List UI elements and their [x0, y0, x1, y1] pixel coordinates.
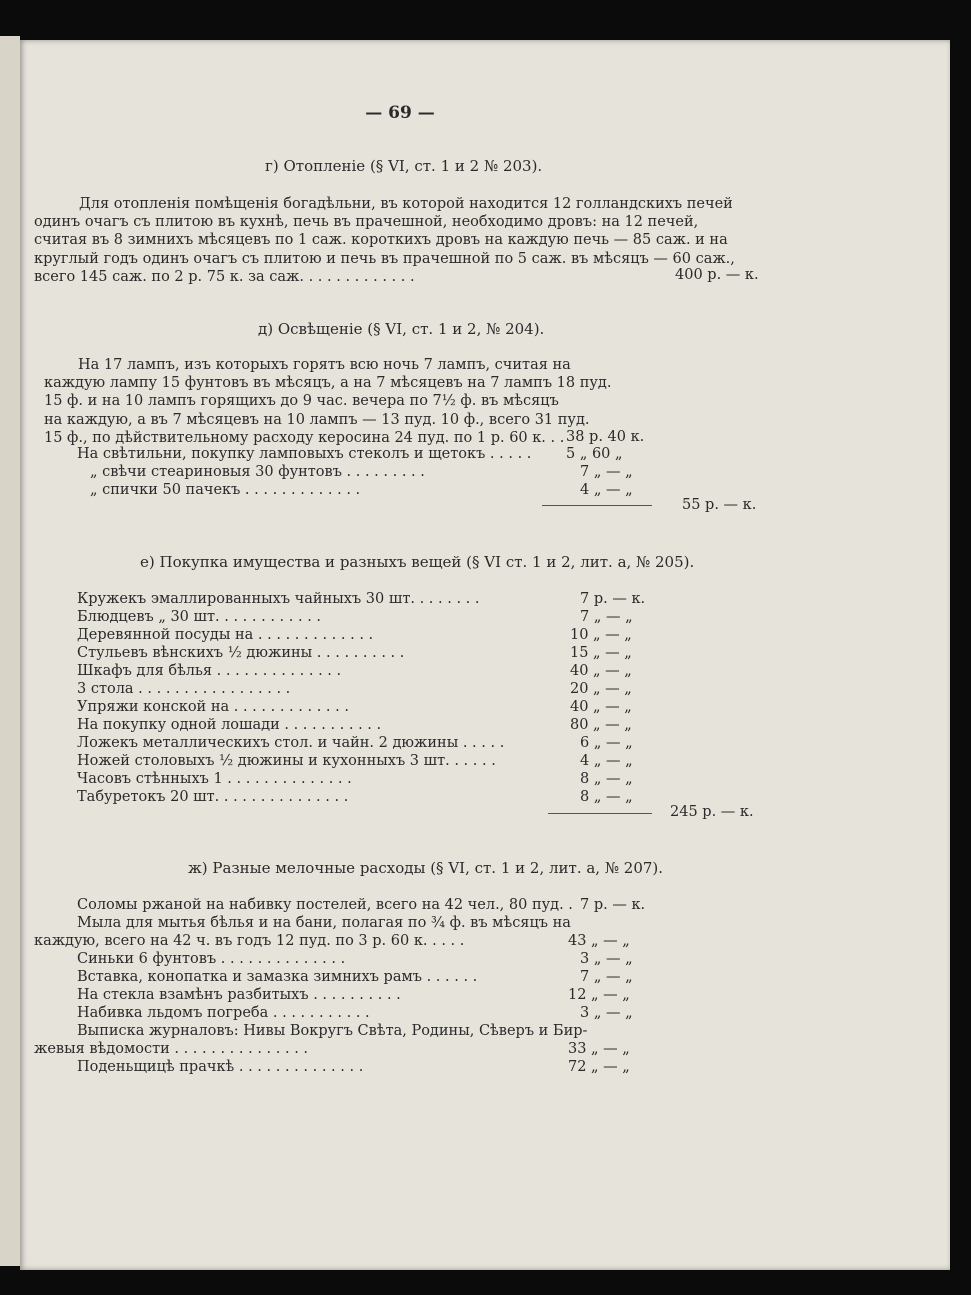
item-label: Шкафъ для бѣлья . . . . . . . . . . . . . . — [77, 663, 342, 679]
misc-item-row — [0, 951, 971, 969]
item-label: каждую, всего на 42 ч. въ годъ 12 пуд. по 3 р. 60 к. . . . . — [34, 933, 465, 949]
journals-line: Выписка журналовъ: Нивы Вокругъ Свѣта, Родины, Сѣверъ и Бир- — [77, 1023, 588, 1039]
item-amount: 3 „ — „ — [580, 1005, 633, 1021]
page-number: — 69 — — [365, 103, 435, 123]
item-amount: 12 „ — „ — [568, 987, 630, 1003]
item-amount: 6 „ — „ — [580, 735, 633, 751]
item-amount: 3 „ — „ — [580, 951, 633, 967]
misc-item-row — [0, 987, 971, 1005]
item-amount: 15 „ — „ — [570, 645, 632, 661]
item-amount: 7 „ — „ — [580, 464, 633, 480]
lighting-line: на каждую, а въ 7 мѣсяцевъ на 10 лампъ — 13 пуд. 10 ф., всего 31 пуд. — [44, 411, 590, 428]
item-label: Синьки 6 фунтовъ . . . . . . . . . . . . . . — [77, 951, 346, 967]
heating-line: считая въ 8 зимнихъ мѣсяцевъ по 1 саж. короткихъ дровъ на каждую печь — 85 саж. и на — [34, 232, 728, 249]
misc-item-row — [0, 1059, 971, 1077]
item-label: Блюдцевъ „ 30 шт. . . . . . . . . . . . — [77, 609, 322, 625]
item-amount: 80 „ — „ — [570, 717, 632, 733]
misc-item-row — [0, 1005, 971, 1023]
item-label: Табуретокъ 20 шт. . . . . . . . . . . . . . . — [77, 789, 349, 805]
misc-item-row — [0, 969, 971, 987]
lighting-line: 15 ф., по дѣйствительному расходу керосина 24 пуд. по 1 р. 60 к. . . — [44, 429, 565, 446]
property-heading: е) Покупка имущества и разныхъ вещей (§ VI ст. 1 и 2, лит. а, № 205). — [140, 553, 695, 571]
item-amount: 7 р. — к. — [580, 897, 646, 913]
item-label: Кружекъ эмаллированныхъ чайныхъ 30 шт. . . . . . . . — [77, 591, 480, 607]
item-amount: 5 „ 60 „ — [566, 446, 623, 462]
property-item-row — [0, 717, 971, 735]
lighting-item-row — [0, 482, 971, 500]
lighting-item-row — [0, 464, 971, 482]
property-item-row — [0, 627, 971, 645]
lighting-line: каждую лампу 15 фунтовъ въ мѣсяцъ, а на 7 мѣсяцевъ на 7 лампъ 18 пуд. — [44, 375, 612, 392]
lighting-line: На 17 лампъ, изъ которыхъ горятъ всю ночь 7 лампъ, считая на — [78, 357, 571, 373]
item-amount: 72 „ — „ — [568, 1059, 630, 1075]
item-amount: 7 „ — „ — [580, 969, 633, 985]
item-amount: 33 „ — „ — [568, 1041, 630, 1057]
lighting-total: 55 р. — к. — [682, 497, 757, 513]
item-amount: 8 „ — „ — [580, 771, 633, 787]
misc-heading: ж) Разные мелочные расходы (§ VI, ст. 1 и 2, лит. а, № 207). — [188, 859, 664, 877]
item-label: На покупку одной лошади . . . . . . . . . . . — [77, 717, 382, 733]
item-label: жевыя вѣдомости . . . . . . . . . . . . . . . — [34, 1041, 309, 1057]
soap-line: Мыла для мытья бѣлья и на бани, полагая по ¾ ф. въ мѣсяцъ на — [77, 915, 571, 931]
property-item-row — [0, 753, 971, 771]
item-amount: 7 р. — к. — [580, 591, 646, 607]
property-item-row — [0, 609, 971, 627]
lighting-item-row — [0, 446, 971, 464]
item-label: Стульевъ вѣнскихъ ½ дюжины . . . . . . . . . . — [77, 645, 405, 661]
property-item-row — [0, 735, 971, 753]
lighting-kerosene-amount: 38 р. 40 к. — [566, 429, 645, 445]
item-amount: 40 „ — „ — [570, 663, 632, 679]
property-item-row — [0, 771, 971, 789]
heating-line: всего 145 саж. по 2 р. 75 к. за саж. . . . . . . . . . . . . — [34, 268, 415, 285]
property-item-row — [0, 789, 971, 807]
heating-line: круглый годъ одинъ очагъ съ плитою и печь въ прачешной по 5 саж. въ мѣсяцъ — 60 саж., — [34, 250, 735, 267]
misc-item-row — [0, 897, 971, 915]
item-label: 3 стола . . . . . . . . . . . . . . . . . — [77, 681, 291, 697]
heating-line: одинъ очагъ съ плитою въ кухнѣ, печь въ прачешной, необходимо дровъ: на 12 печей, — [34, 214, 699, 231]
misc-text-row — [0, 915, 971, 933]
item-label: На стекла взамѣнъ разбитыхъ . . . . . . . . . . — [77, 987, 401, 1003]
misc-text-row — [0, 1023, 971, 1041]
item-amount: 43 „ — „ — [568, 933, 630, 949]
item-amount: 40 „ — „ — [570, 699, 632, 715]
item-label: Ложекъ металлическихъ стол. и чайн. 2 дюжины . . . . . — [77, 735, 505, 751]
subtotal-rule — [542, 505, 652, 506]
heating-line: Для отопленія помѣщенія богадѣльни, въ которой находится 12 голландскихъ печей — [79, 196, 733, 212]
item-label: Соломы ржаной на набивку постелей, всего на 42 чел., 80 пуд. . — [77, 897, 573, 913]
property-item-row — [0, 591, 971, 609]
item-label: Деревянной посуды на . . . . . . . . . . . . . — [77, 627, 374, 643]
property-item-row — [0, 663, 971, 681]
item-amount: 10 „ — „ — [570, 627, 632, 643]
item-label: „ свѣчи стеариновыя 30 фунтовъ . . . . . . . . . — [90, 464, 425, 480]
property-total: 245 р. — к. — [670, 804, 754, 820]
lighting-heading: д) Освѣщеніе (§ VI, ст. 1 и 2, № 204). — [258, 320, 545, 338]
item-amount: 20 „ — „ — [570, 681, 632, 697]
item-label: Упряжи конской на . . . . . . . . . . . . . — [77, 699, 349, 715]
item-amount: 8 „ — „ — [580, 789, 633, 805]
item-amount: 4 „ — „ — [580, 482, 633, 498]
lighting-line: 15 ф. и на 10 лампъ горящихъ до 9 час. вечера по 7½ ф. въ мѣсяцъ — [44, 393, 559, 410]
item-amount: 4 „ — „ — [580, 753, 633, 769]
item-label: Поденьщицѣ прачкѣ . . . . . . . . . . . . . . — [77, 1059, 364, 1075]
item-label: На свѣтильни, покупку ламповыхъ стеколъ и щетокъ . . . . . — [77, 446, 532, 462]
property-item-row — [0, 645, 971, 663]
item-label: Часовъ стѣнныхъ 1 . . . . . . . . . . . . . . — [77, 771, 352, 787]
misc-item-row — [0, 1041, 971, 1059]
misc-item-row — [0, 933, 971, 951]
property-item-row — [0, 681, 971, 699]
item-label: „ спички 50 пачекъ . . . . . . . . . . . . . — [90, 482, 361, 498]
item-label: Набивка льдомъ погреба . . . . . . . . . . . — [77, 1005, 370, 1021]
item-label: Ножей столовыхъ ½ дюжины и кухонныхъ 3 шт. . . . . . — [77, 753, 496, 769]
heating-total: 400 р. — к. — [675, 267, 759, 283]
subtotal-rule — [548, 813, 652, 814]
property-item-row — [0, 699, 971, 717]
item-amount: 7 „ — „ — [580, 609, 633, 625]
heating-heading: г) Отопленіе (§ VI, ст. 1 и 2 № 203). — [265, 157, 543, 175]
item-label: Вставка, конопатка и замазка зимнихъ рамъ . . . . . . — [77, 969, 478, 985]
